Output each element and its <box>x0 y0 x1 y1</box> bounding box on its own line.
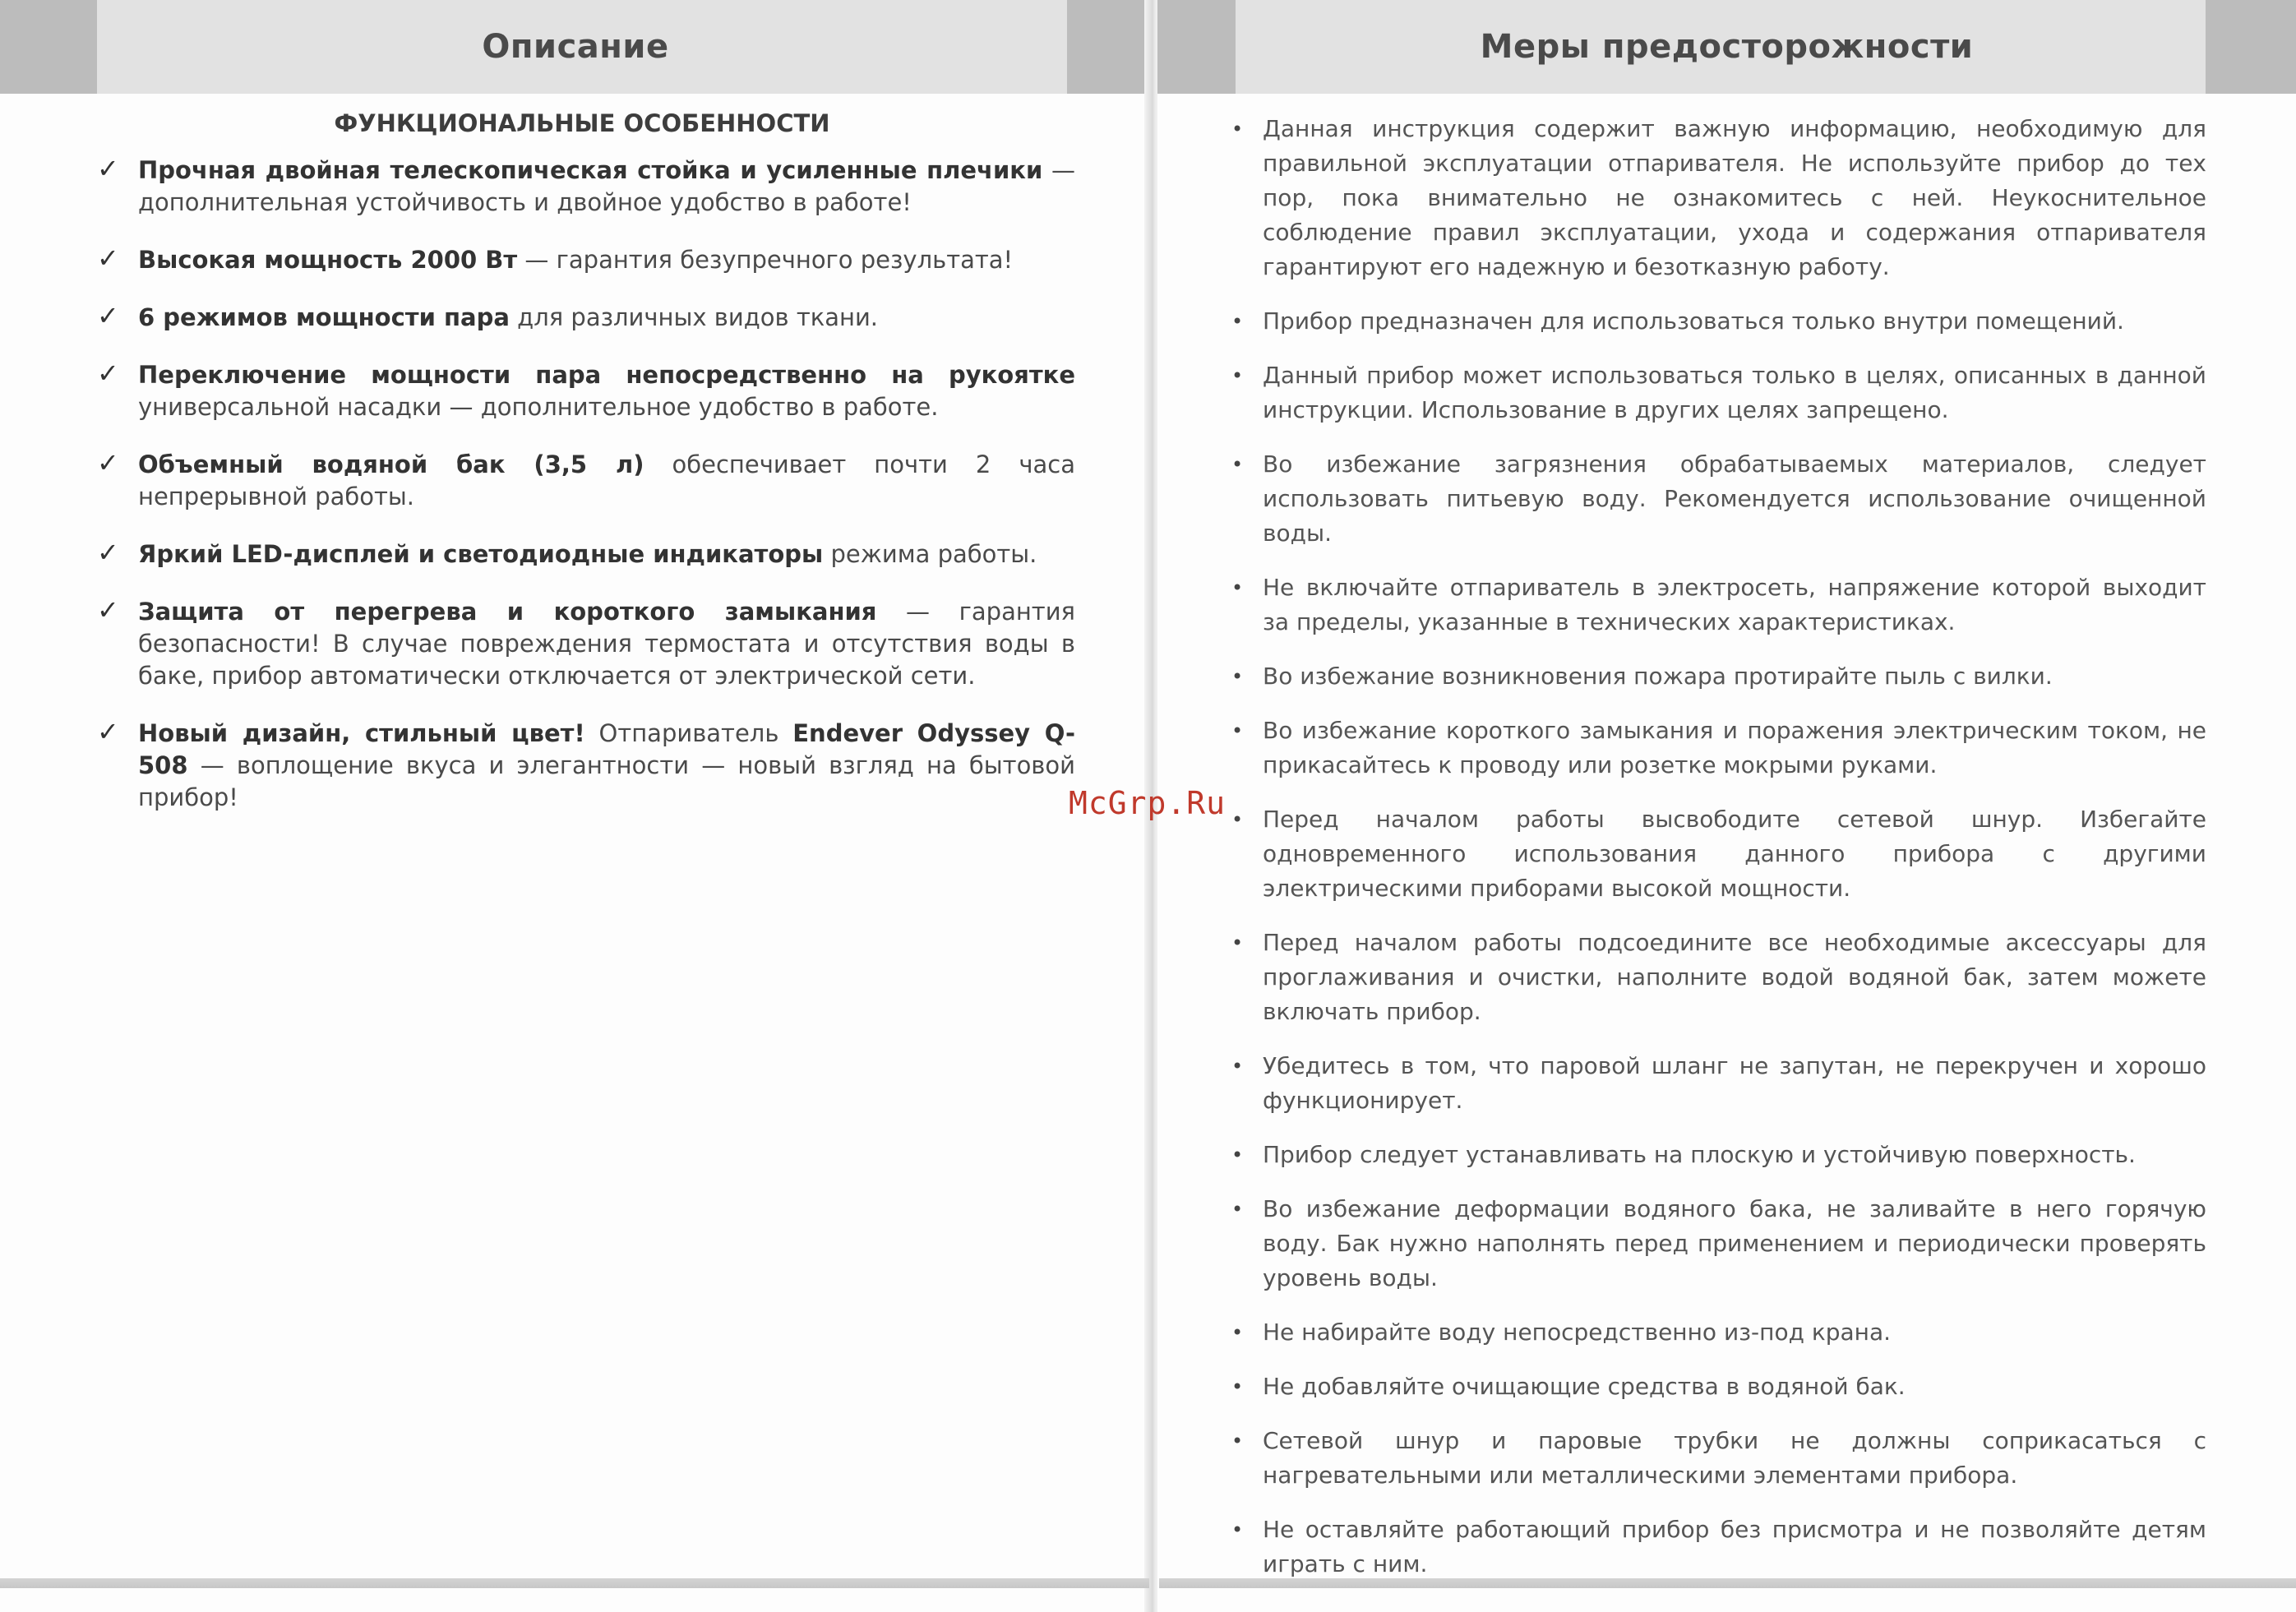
precaution-text: Во избежание возникновения пожара протирайте пыль с вилки. <box>1263 663 2053 690</box>
feature-text: — дополнительная устойчивость и двойное удобство в работе! <box>138 156 1076 216</box>
feature-highlight-model: Endever Odyssey Q-508 <box>138 719 1075 779</box>
precaution-text: Не включайте отпариватель в электросеть, напряжение которой выходит за пределы, указанные в технических характеристиках. <box>1263 574 2206 635</box>
feature-highlight: Яркий LED-дисплей и светодиодные индикаторы <box>138 540 824 568</box>
left-header-band <box>0 0 1151 94</box>
bullet-icon: • <box>1231 1143 1244 1166</box>
feature-item <box>97 447 1075 513</box>
feature-highlight: Объемный водяной бак (3,5 л) <box>138 450 644 478</box>
precaution-text: Во избежание короткого замыкания и поражения электрическим током, не прикасайтесь к проводу или розетке мокрыми руками. <box>1263 717 2206 778</box>
bullet-icon: • <box>1231 1430 1244 1453</box>
feature-item <box>97 537 1075 570</box>
feature-item <box>97 594 1075 692</box>
precaution-text: Прибор следует устанавливать на плоскую и устойчивую поверхность. <box>1263 1141 2136 1168</box>
bullet-icon: • <box>1231 665 1244 688</box>
precaution-text: Перед началом работы высвободите сетевой шнур. Избегайте одновременного использования данного прибора с другими электрическими приборами высокой мощности. <box>1263 806 2206 902</box>
bullet-icon: • <box>1231 364 1244 387</box>
precaution-text: Не набирайте воду непосредственно из-под крана. <box>1263 1319 1892 1346</box>
feature-text: обеспечивает почти 2 часа непрерывной работы. <box>138 450 1075 510</box>
checkmark-icon: ✓ <box>97 153 119 184</box>
precaution-item <box>1231 112 2206 284</box>
precaution-text: Данная инструкция содержит важную информацию, необходимую для правильной эксплуатации отпаривателя. Не используйте прибор до тех пор, пока внимательно не ознакомитесь с ней. Неукоснительное соблюдение правил эксплуатации, ухода и содержания отпаривателя гарантируют его надежную и безотказную работу. <box>1263 115 2206 280</box>
feature-highlight: Прочная двойная телескопическая стойка и усиленные плечики <box>138 156 1043 184</box>
bullet-icon: • <box>1231 1375 1244 1398</box>
precaution-text: Прибор предназначен для использоваться только внутри помещений. <box>1263 307 2124 335</box>
right-bottom-rule <box>1159 1578 2296 1588</box>
features-list <box>97 153 1076 839</box>
checkmark-icon: ✓ <box>97 242 119 274</box>
precaution-text: Во избежание деформации водяного бака, не заливайте в него горячую воду. Бак нужно наполнять перед применением и периодически проверять уровень воды. <box>1263 1195 2206 1291</box>
checkmark-icon: ✓ <box>97 358 119 389</box>
right-header-band <box>1157 0 2296 94</box>
bullet-icon: • <box>1231 1198 1244 1221</box>
precaution-text: Убедитесь в том, что паровой шланг не запутан, не перекручен и хорошо функционирует. <box>1263 1052 2206 1114</box>
feature-text: Отпариватель <box>584 719 793 747</box>
precaution-text: Данный прибор может использоваться только в целях, описанных в данной инструкции. Использование в других целях запрещено. <box>1263 362 2206 423</box>
precaution-item <box>1231 714 2206 783</box>
checkmark-icon: ✓ <box>97 537 119 568</box>
precaution-text: Перед началом работы подсоедините все необходимые аксессуары для проглаживания и очистки, наполните водой водяной бак, затем можете включать прибор. <box>1263 929 2206 1025</box>
checkmark-icon: ✓ <box>97 447 119 478</box>
feature-highlight: Переключение мощности пара непосредственно на рукоятке <box>138 361 1075 389</box>
checkmark-icon: ✓ <box>97 594 119 626</box>
precaution-item <box>1231 304 2206 339</box>
bullet-icon: • <box>1231 576 1244 599</box>
features-section-title: ФУНКЦИОНАЛЬНЫЕ ОСОБЕННОСТИ <box>334 109 830 137</box>
bullet-icon: • <box>1231 1321 1244 1344</box>
feature-item <box>97 358 1075 423</box>
feature-highlight: Новый дизайн, стильный цвет! <box>138 719 585 747</box>
left-bottom-rule <box>0 1578 1149 1588</box>
bullet-icon: • <box>1231 310 1244 333</box>
checkmark-icon: ✓ <box>97 716 119 747</box>
feature-item <box>97 153 1076 219</box>
precaution-text: Не добавляйте очищающие средства в водяной бак. <box>1263 1373 1906 1400</box>
precaution-item <box>1231 1370 2206 1404</box>
watermark-text: McGrp.Ru <box>1069 785 1227 821</box>
precaution-item <box>1231 926 2206 1029</box>
precaution-item <box>1231 1315 2206 1350</box>
left-page-title: Описание <box>482 28 669 66</box>
feature-text: — гарантия безупречного результата! <box>517 246 1014 274</box>
precaution-item <box>1231 570 2206 640</box>
bullet-icon: • <box>1231 719 1244 742</box>
precaution-item <box>1231 1192 2206 1296</box>
precaution-item <box>1231 659 2206 694</box>
feature-text: универсальной насадки — дополнительное удобство в работе. <box>138 393 939 421</box>
feature-text-tail: — воплощение вкуса и элегантности — новый взгляд на бытовой прибор! <box>138 751 1075 811</box>
precaution-item <box>1231 1424 2206 1493</box>
precaution-text: Во избежание загрязнения обрабатываемых материалов, следует использовать питьевую воду. Рекомендуется использование очищенной воды. <box>1263 450 2206 547</box>
feature-item <box>97 300 1075 334</box>
feature-highlight: 6 режимов мощности пара <box>138 303 510 331</box>
bullet-icon: • <box>1231 1518 1244 1541</box>
feature-text: — гарантия безопасности! В случае повреждения термостата и отсутствия воды в баке, прибор автоматически отключается от электрической сети. <box>138 598 1075 690</box>
precaution-item <box>1231 358 2206 427</box>
precaution-item <box>1231 447 2206 551</box>
precaution-item <box>1231 1513 2206 1582</box>
checkmark-icon: ✓ <box>97 300 119 331</box>
precautions-list <box>1231 112 2206 1601</box>
precaution-item <box>1231 1049 2206 1118</box>
precaution-item <box>1231 802 2206 906</box>
feature-text: режима работы. <box>823 540 1037 568</box>
feature-item <box>97 716 1075 814</box>
feature-text: для различных видов ткани. <box>509 303 879 331</box>
right-page-title: Меры предосторожности <box>1480 28 1974 66</box>
feature-item <box>97 242 1075 276</box>
bullet-icon: • <box>1231 808 1244 831</box>
precaution-text: Сетевой шнур и паровые трубки не должны соприкасаться с нагревательными или металлическими элементами прибора. <box>1263 1427 2206 1489</box>
bullet-icon: • <box>1231 118 1244 141</box>
feature-highlight: Защита от перегрева и короткого замыкания <box>138 598 877 626</box>
bullet-icon: • <box>1231 1055 1244 1078</box>
bullet-icon: • <box>1231 931 1244 954</box>
bullet-icon: • <box>1231 453 1244 476</box>
feature-highlight: Высокая мощность 2000 Вт <box>138 246 518 274</box>
precaution-item <box>1231 1138 2206 1172</box>
precaution-text: Не оставляйте работающий прибор без присмотра и не позволяйте детям играть с ним. <box>1263 1516 2206 1577</box>
